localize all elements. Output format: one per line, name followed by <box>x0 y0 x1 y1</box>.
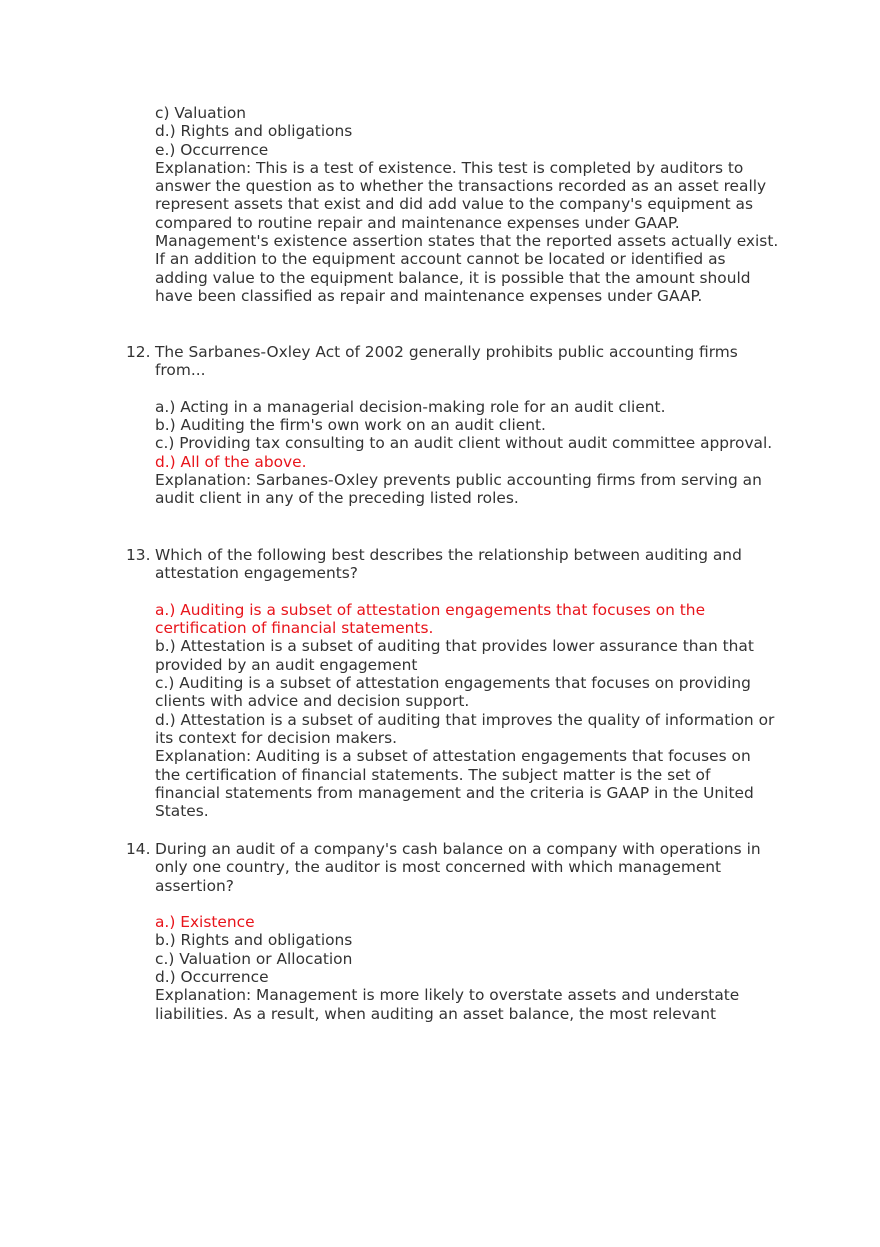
option-d: d.) Rights and obligations <box>155 122 353 141</box>
option-b: b.) Rights and obligations <box>155 931 353 950</box>
option-d: d.) Attestation is a subset of auditing that improves the quality of information or its context for decision makers. <box>155 710 775 747</box>
question-11-continuation <box>155 104 780 305</box>
option-e: e.) Occurrence <box>155 140 269 159</box>
option-d-correct: d.) All of the above. <box>155 452 307 471</box>
question-number: 13. <box>126 546 151 564</box>
answer-options <box>155 398 780 508</box>
explanation: Explanation: This is a test of existence. This test is completed by auditors to answer the question as to whether the transactions recorded as an asset really represent assets that exist and did add value to the company's equipment as compared to routine repair and maintenance expenses under GAAP. Management's existence assertion states that the reported assets actually exist. If an addition to the equipment account cannot be located or identified as adding value to the equipment balance, it is possible that the amount should have been classified as repair and maintenance expenses under GAAP. <box>155 158 779 305</box>
option-a-correct: a.) Existence <box>155 913 255 932</box>
option-a: a.) Acting in a managerial decision-making role for an audit client. <box>155 397 666 416</box>
question-text: During an audit of a company's cash balance on a company with operations in only one country, the auditor is most concerned with which management assertion? <box>155 840 761 895</box>
question-number: 12. <box>126 343 151 361</box>
option-c: c.) Auditing is a subset of attestation engagements that focuses on providing clients with advice and decision support. <box>155 674 751 711</box>
question-12 <box>126 343 786 508</box>
question-text: The Sarbanes-Oxley Act of 2002 generally prohibits public accounting firms from... <box>155 343 738 380</box>
option-d: d.) Occurrence <box>155 968 269 987</box>
option-c: c) Valuation <box>155 104 247 122</box>
option-a-correct: a.) Auditing is a subset of attestation engagements that focuses on the certification of financial statements. <box>155 600 706 638</box>
option-b: b.) Auditing the firm's own work on an audit client. <box>155 416 546 435</box>
explanation: Explanation: Management is more likely to overstate assets and understate liabilities. As a result, when auditing an asset balance, the most relevant <box>155 986 740 1023</box>
question-number: 14. <box>126 840 151 858</box>
option-b: b.) Attestation is a subset of auditing that provides lower assurance than that provided by an audit engagement <box>155 637 754 674</box>
explanation: Explanation: Auditing is a subset of attestation engagements that focuses on the certification of financial statements. The subject matter is the set of financial statements from management and the criteria is GAAP in the United States. <box>155 747 754 821</box>
option-c: c.) Providing tax consulting to an audit client without audit committee approval. <box>155 434 773 453</box>
question-13 <box>126 546 786 820</box>
question-14 <box>126 840 786 1023</box>
question-text: Which of the following best describes the relationship between auditing and attestation engagements? <box>155 546 742 583</box>
option-c: c.) Valuation or Allocation <box>155 949 353 968</box>
explanation: Explanation: Sarbanes-Oxley prevents public accounting firms from serving an audit client in any of the preceding listed roles. <box>155 471 762 508</box>
answer-options <box>155 601 780 821</box>
answer-options <box>155 913 780 1023</box>
